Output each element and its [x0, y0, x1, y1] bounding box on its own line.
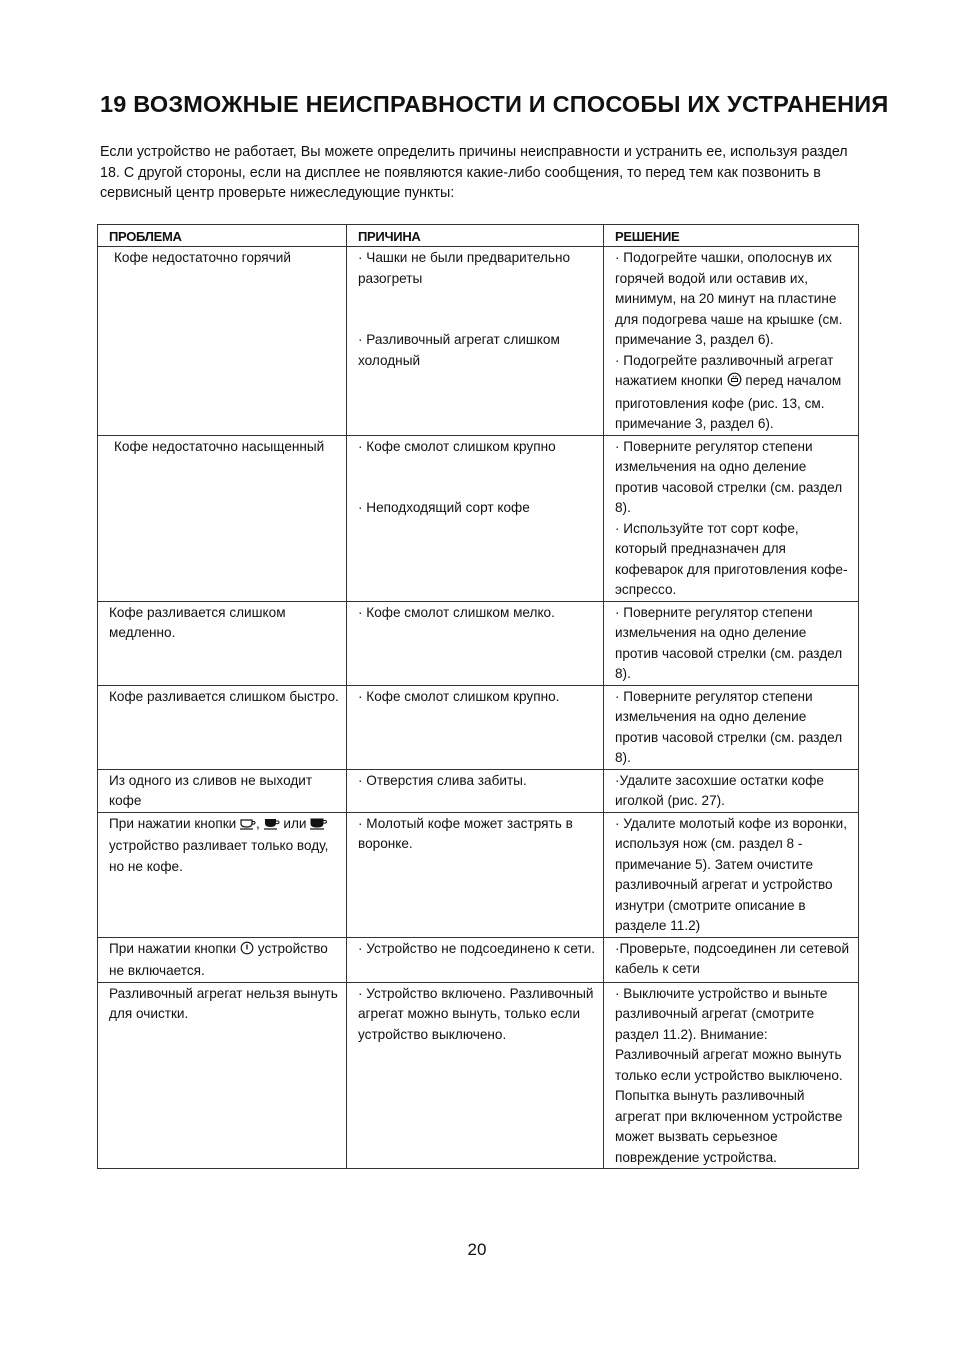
problem-text: Кофе недостаточно горячий: [114, 250, 291, 265]
solution-text: [615, 351, 852, 435]
cause-cell: · Устройство включено. Разливочный агрегат можно вынуть, только если устройство выключено.: [347, 982, 604, 1169]
table-row: [98, 982, 859, 1169]
cause-cell: · Кофе смолот слишком мелко.: [347, 601, 604, 685]
header-solution: РЕШЕНИЕ: [604, 225, 859, 247]
problem-text: Кофе недостаточно насыщенный: [114, 438, 325, 454]
solution-text: · Поверните регулятор степени измельчения на одно деление против часовой стрелки (см. раздел 8).: [615, 438, 843, 515]
solution-text: · Используйте тот сорт кофе, который предназначен для кофеварок для приготовления кофе-эспрессо.: [615, 520, 848, 597]
medium-cup-icon: [264, 816, 280, 837]
problem-text-part: устройство не включается.: [109, 940, 328, 978]
problem-cell: [98, 435, 347, 601]
solution-text: · Подогрейте чашки, ополоснув их горячей водой или оставив их, минимум, на 20 минут на пластине для подогрева чаше на крышке (см. примечание 3, раздел 6).: [615, 250, 843, 347]
solution-cell: ·Удалите засохшие остатки кофе иголкой (рис. 27).: [604, 769, 859, 812]
solution-cell: ·Проверьте, подсоединен ли сетевой кабель к сети: [604, 937, 859, 982]
header-cause: ПРИЧИНА: [347, 225, 604, 247]
table-row: [98, 685, 859, 769]
cause-cell: · Устройство не подсоединено к сети.: [347, 937, 604, 982]
cause-text: · Неподходящий сорт кофе: [358, 499, 530, 515]
problem-cell: [98, 812, 347, 937]
power-icon: [240, 941, 254, 962]
problem-cell: Разливочный агрегат нельзя вынуть для очистки.: [98, 982, 347, 1169]
problem-cell: Из одного из сливов не выходит кофе: [98, 769, 347, 812]
problem-cell: [98, 247, 347, 436]
steam-cup-icon: [727, 372, 742, 394]
header-problem: ПРОБЛЕМА: [98, 225, 347, 247]
solution-text-part: · Подогрейте разливочный агрегат нажатием кнопки: [615, 352, 834, 388]
page-title: 19 ВОЗМОЖНЫЕ НЕИСПРАВНОСТИ И СПОСОБЫ ИХ УСТРАНЕНИЯ: [100, 91, 889, 117]
cause-cell: [347, 435, 604, 601]
table-row: [98, 769, 859, 812]
intro-paragraph: Если устройство не работает, Вы можете определить причины неисправности и устранить ее, используя раздел 18. С другой стороны, если на дисплее не появляются какие-либо сообщения, то перед тем как позвонить в сервисный центр проверьте нижеследующие пункты:: [100, 144, 848, 201]
problem-text-part: устройство разливает только воду, но не кофе.: [109, 838, 329, 874]
problem-text-part: При нажатии кнопки: [109, 940, 237, 956]
table-row: [98, 812, 859, 937]
cause-cell: · Отверстия слива забиты.: [347, 769, 604, 812]
table-row: [98, 601, 859, 685]
solution-cell: [604, 435, 859, 601]
small-cup-icon: [240, 816, 256, 837]
solution-text-part: перед началом приготовления кофе (рис. 13, см. примечание 3, раздел 6).: [615, 373, 842, 431]
solution-cell: · Поверните регулятор степени измельчения на одно деление против часовой стрелки (см. раздел 8).: [604, 601, 859, 685]
problem-cell: Кофе разливается слишком медленно.: [98, 601, 347, 685]
solution-cell: · Поверните регулятор степени измельчения на одно деление против часовой стрелки (см. раздел 8).: [604, 685, 859, 769]
solution-cell: [604, 247, 859, 436]
cause-cell: [347, 247, 604, 436]
cause-text: · Разливочный агрегат слишком холодный: [358, 332, 560, 368]
page-number: 20: [467, 1240, 487, 1259]
problem-separator: или: [283, 815, 307, 831]
large-cup-icon: [310, 816, 327, 837]
cause-cell: · Молотый кофе может застрять в воронке.: [347, 812, 604, 937]
problem-separator: ,: [256, 815, 260, 831]
problem-cell: Кофе разливается слишком быстро.: [98, 685, 347, 769]
table-row: [98, 937, 859, 982]
cause-cell: · Кофе смолот слишком крупно.: [347, 685, 604, 769]
solution-cell: · Удалите молотый кофе из воронки, используя нож (см. раздел 8 - примечание 5). Затем очистите разливочный агрегат и устройство изнутри (смотрите описание в разделе 11.2): [604, 812, 859, 937]
cause-text: · Кофе смолот слишком крупно: [358, 438, 556, 454]
table-row: [98, 435, 859, 601]
table-row: [98, 247, 859, 436]
problem-cell: [98, 937, 347, 982]
solution-cell: · Выключите устройство и выньте разливочный агрегат (смотрите раздел 11.2). Внимание: Разливочный агрегат можно вынуть только если устройство выключено. Попытка вынуть разливочный агрегат при включенном устройстве может вызвать серьезное повреждение устройства.: [604, 982, 859, 1169]
cause-text: · Чашки не были предварительно разогреты: [358, 250, 571, 286]
troubleshooting-table: [97, 224, 859, 1169]
table-header-row: [98, 225, 859, 247]
problem-text-part: При нажатии кнопки: [109, 815, 237, 831]
